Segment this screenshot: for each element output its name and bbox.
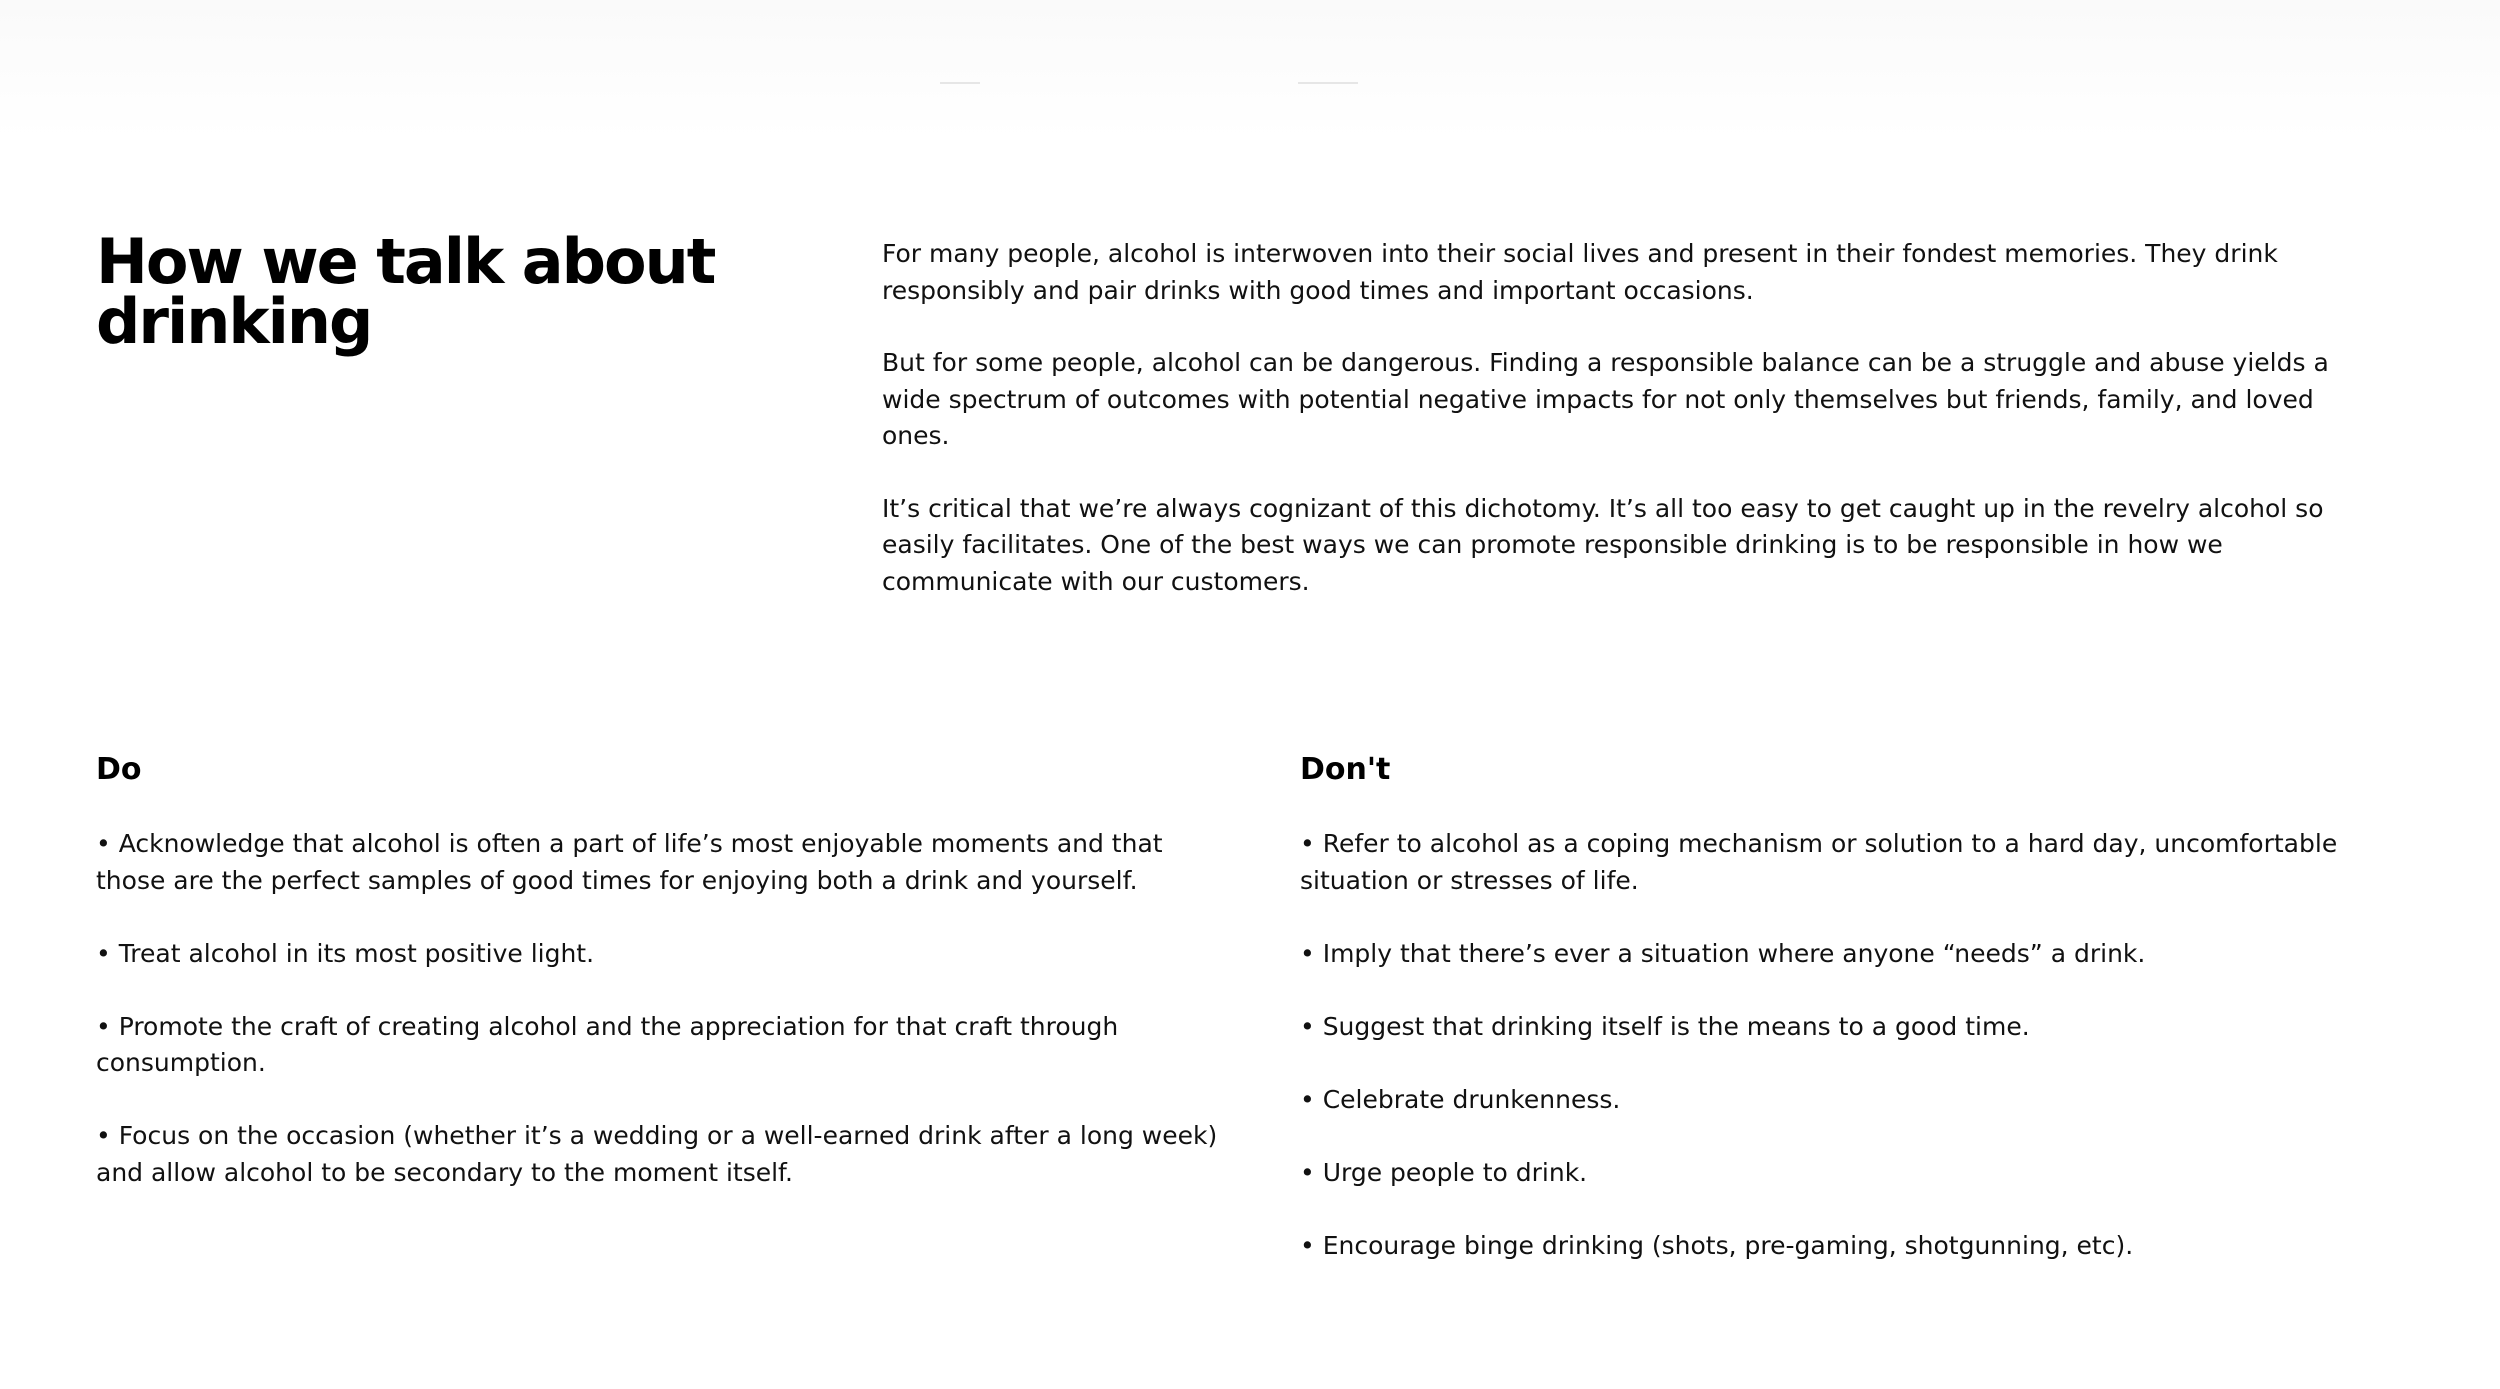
dont-list-item: • Refer to alcohol as a coping mechanism or solution to a hard day, uncomfortable situation or stresses of life.	[1300, 829, 2338, 895]
intro-paragraph: But for some people, alcohol can be dangerous. Finding a responsible balance can be a struggle and abuse yields a wide spectrum of outcomes with potential negative impacts for not only themselves but friends, family, and loved ones.	[882, 348, 2329, 450]
dont-list-item: • Imply that there’s ever a situation where anyone “needs” a drink.	[1300, 938, 2146, 968]
do-list-item: • Focus on the occasion (whether it’s a wedding or a well-earned drink after a long week) and allow alcohol to be secondary to the moment itself.	[96, 1121, 1218, 1187]
top-divider-mark	[940, 82, 980, 84]
dont-list-item: • Encourage binge drinking (shots, pre-gaming, shotgunning, etc).	[1300, 1230, 2134, 1260]
page-title: How we talk about drinking	[96, 225, 715, 358]
dont-column	[1300, 750, 2360, 1301]
do-heading: Do	[96, 752, 142, 787]
do-list-item: • Promote the craft of creating alcohol and the appreciation for that craft through consumption.	[96, 1011, 1119, 1077]
dont-list	[1300, 826, 2360, 1264]
intro-section	[882, 236, 2342, 636]
do-list	[96, 826, 1226, 1191]
top-divider-mark	[1298, 82, 1358, 84]
do-column	[96, 750, 1226, 1228]
do-list-item: • Acknowledge that alcohol is often a part of life’s most enjoyable moments and that those are the perfect samples of good times for enjoying both a drink and yourself.	[96, 829, 1163, 895]
top-fade-band	[0, 0, 2500, 140]
dont-heading: Don't	[1300, 752, 1391, 787]
dont-list-item: • Urge people to drink.	[1300, 1157, 1588, 1187]
dont-list-item: • Suggest that drinking itself is the means to a good time.	[1300, 1011, 2030, 1041]
intro-paragraph: It’s critical that we’re always cognizant of this dichotomy. It’s all too easy to get caught up in the revelry alcohol so easily facilitates. One of the best ways we can promote responsible drinking is to be responsible in how we communicate with our customers.	[882, 493, 2324, 596]
intro-paragraph: For many people, alcohol is interwoven into their social lives and present in their fondest memories. They drink responsibly and pair drinks with good times and important occasions.	[882, 239, 2278, 305]
dont-list-item: • Celebrate drunkenness.	[1300, 1084, 1621, 1114]
do-list-item: • Treat alcohol in its most positive light.	[96, 938, 595, 968]
